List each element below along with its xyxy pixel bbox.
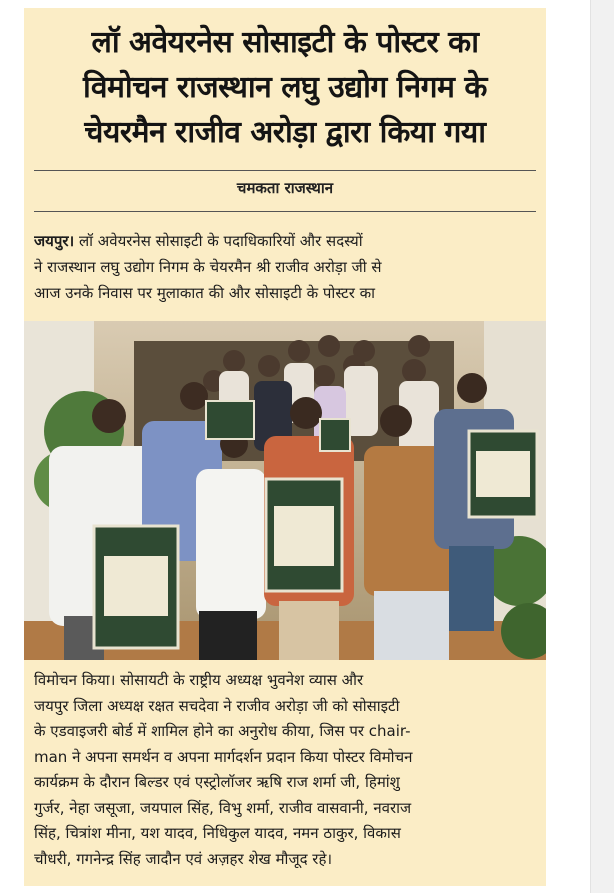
divider-top [34, 170, 536, 171]
intro-line-1-text: लॉ अवेयरनेस सोसाइटी के पदाधिकारियों और सदस्यों [74, 232, 363, 250]
group-photo [24, 321, 546, 660]
body-line-6: गुर्जर, नेहा जसूजा, जयपाल सिंह, विभु शर्मा, राजीव वासवानी, नवराज [34, 798, 412, 817]
body-line-1: विमोचन किया। सोसायटी के राष्ट्रीय अध्यक्ष भुवनेश व्यास और [34, 671, 364, 689]
intro-line-3: आज उनके निवास पर मुलाकात की और सोसाइटी के पोस्टर का [34, 284, 376, 302]
poster-center [266, 479, 342, 591]
body-line-4: man ने अपना समर्थन व अपना मार्गदर्शन प्रदान किया पोस्टर विमोचन [34, 747, 413, 766]
body-line-2: जयपुर जिला अध्यक्ष रक्षत सचदेवा ने राजीव अरोड़ा जी को सोसाइटी [34, 696, 400, 715]
body-line-5: कार्यक्रम के दौरान बिल्डर एवं एस्ट्रोलॉजर ऋषि राज शर्मा जी, हिमांशु [34, 773, 400, 791]
headline-line-2: विमोचन राजस्थान लघु उद्योग निगम के [83, 70, 487, 105]
body-line-3: के एडवाइजरी बोर्ड में शामिल होने का अनुरोध कीया, जिस पर chair- [34, 722, 411, 740]
intro-line-1 [34, 228, 538, 254]
poster-right [469, 431, 537, 517]
intro-line-2: ने राजस्थान लघु उद्योग निगम के चेयरमैन श्री राजीव अरोड़ा जी से [34, 258, 382, 276]
headline-line-3: चेयरमैन राजीव अरोड़ा द्वारा किया गया [84, 115, 486, 150]
poster-left [94, 526, 178, 648]
divider-bottom [34, 211, 536, 212]
headline-line-1: लॉ अवेयरनेस सोसाइटी के पोस्टर का [91, 25, 479, 60]
intro-paragraph [34, 228, 538, 306]
headline [24, 20, 546, 155]
page-edge-strip [590, 0, 614, 893]
source-credit: चमकता राजस्थान [236, 179, 334, 197]
body-line-7: सिंह, चित्रांश मीना, यश यादव, निधिकुल यादव, नमन ठाकुर, विकास [34, 824, 401, 842]
dateline: जयपुर। [34, 232, 75, 250]
body-paragraph [34, 668, 538, 872]
body-line-8: चौधरी, गगनेन्द्र सिंह जादौन एवं अज़हर शेख मौजूद रहे। [34, 849, 333, 868]
